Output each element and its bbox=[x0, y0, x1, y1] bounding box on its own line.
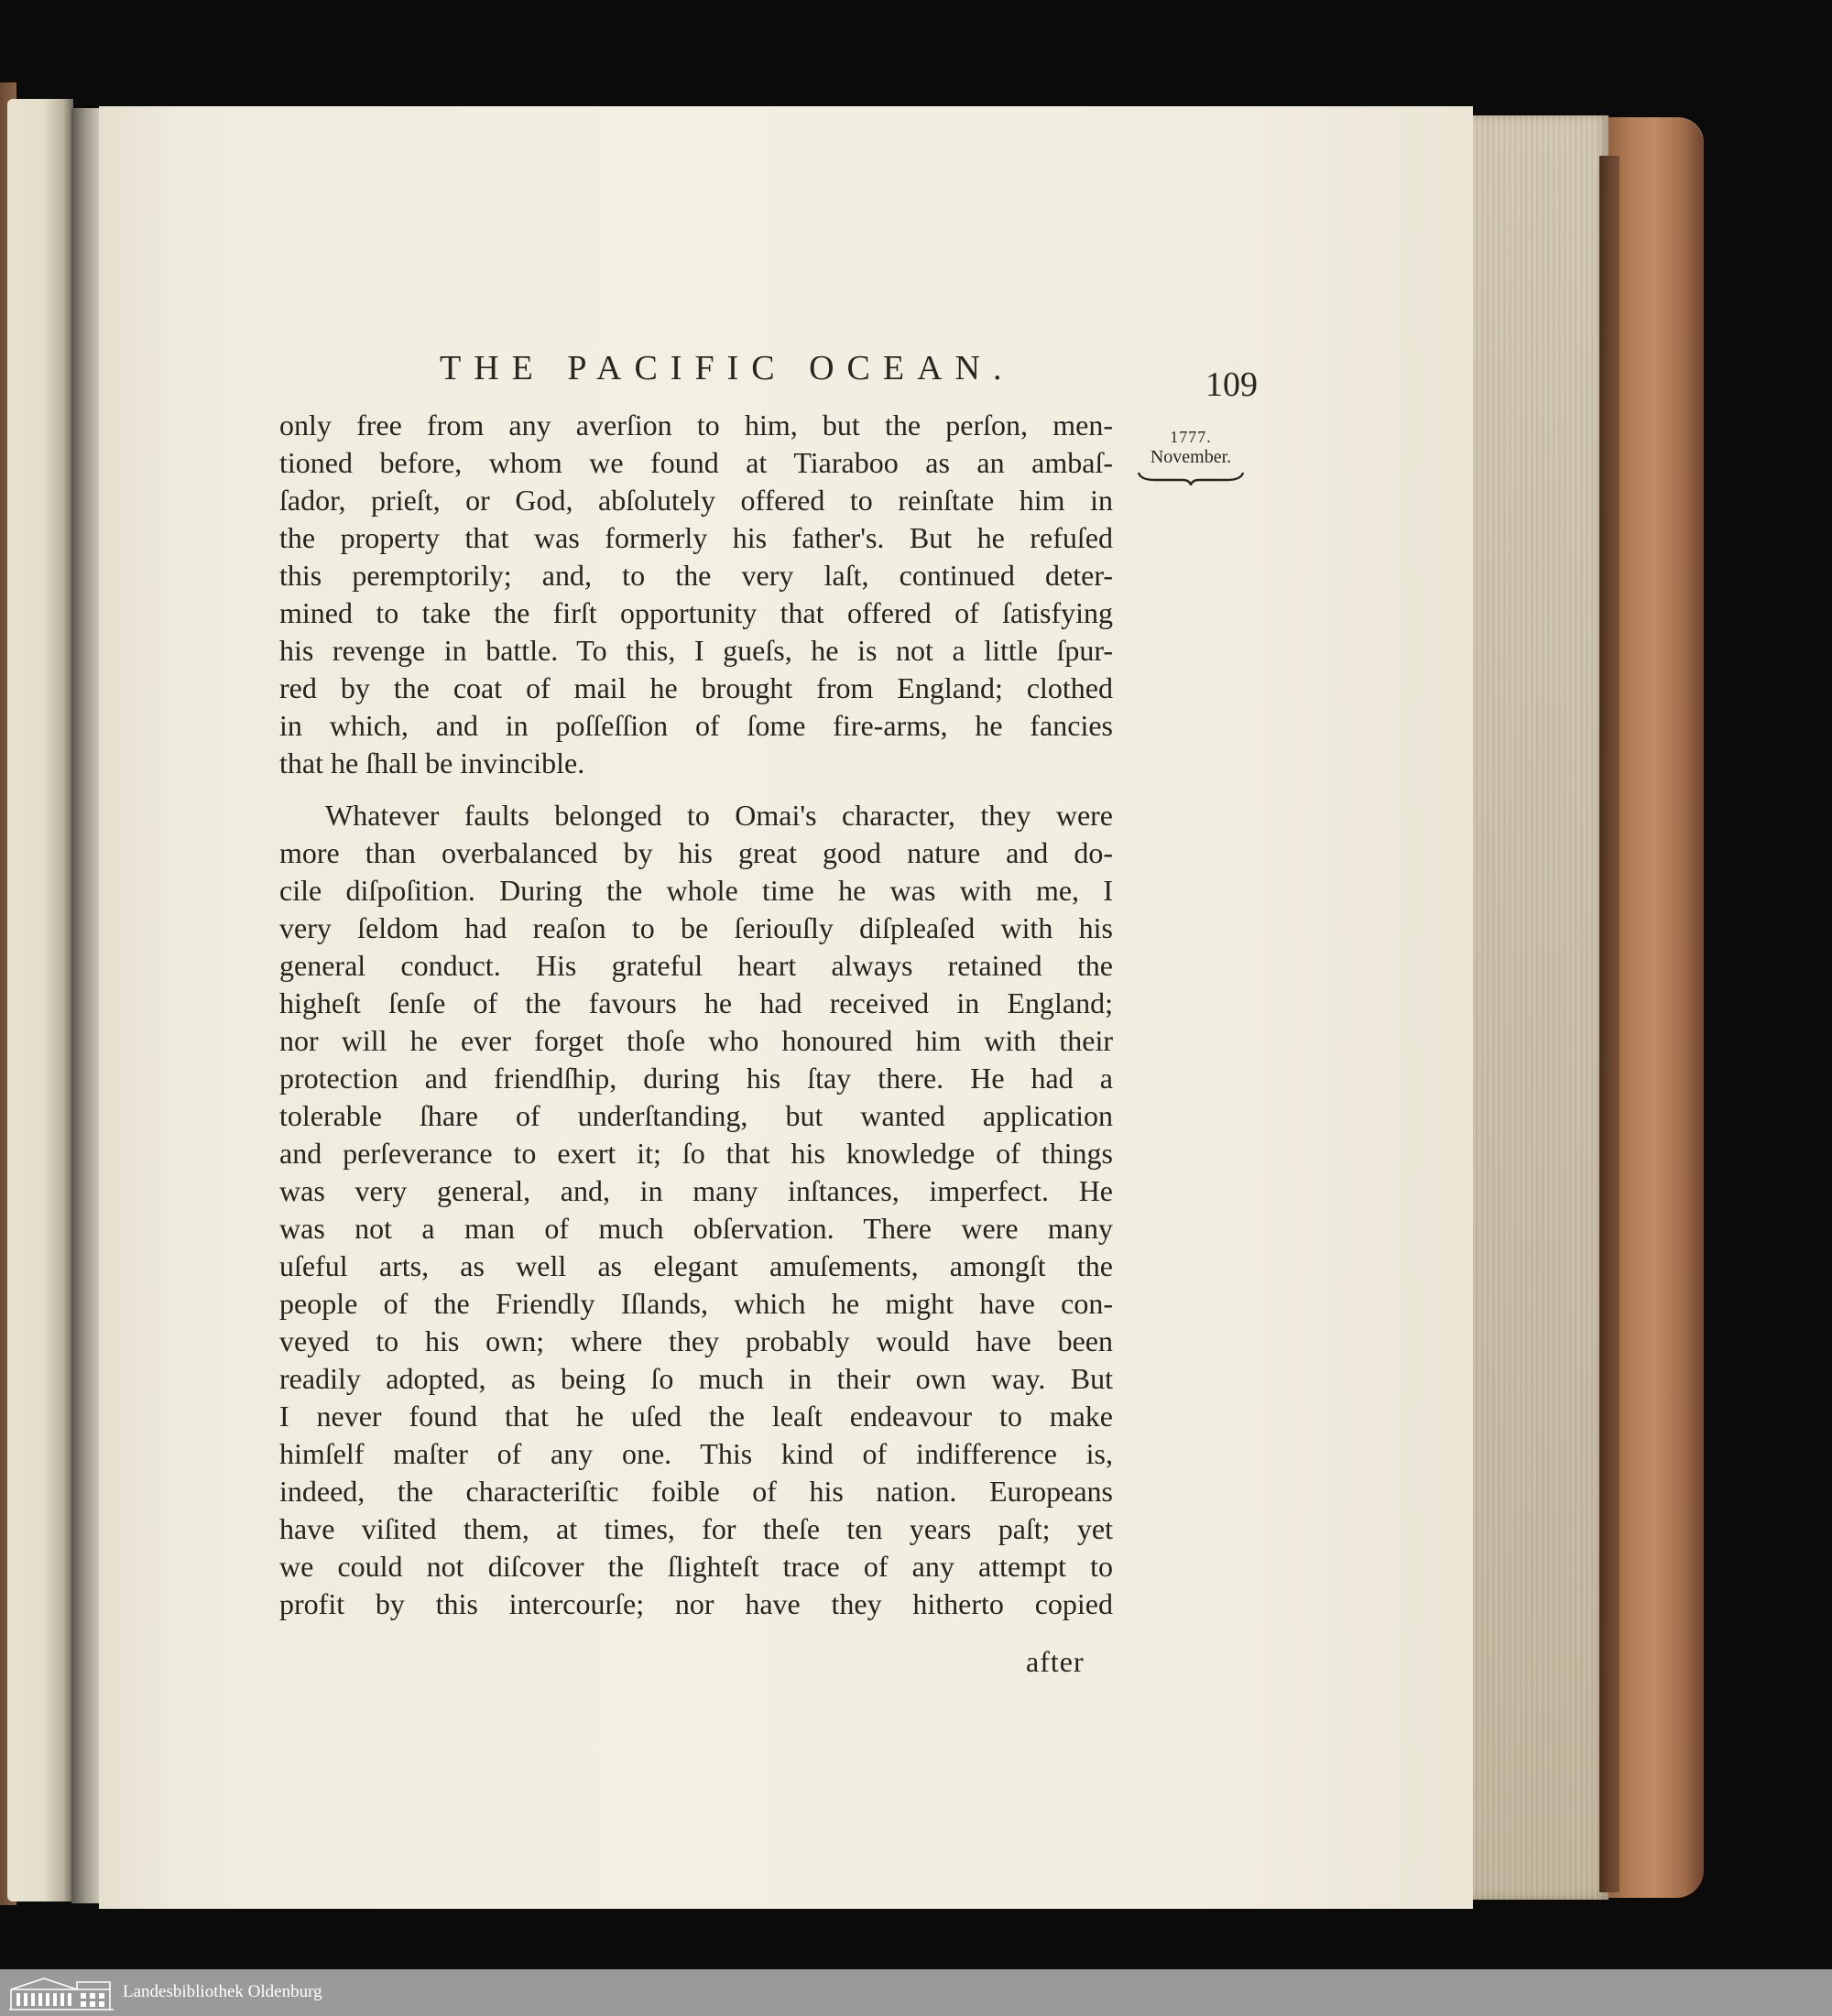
text-line: higheſt ſenſe of the favours he had received in England; bbox=[279, 986, 1113, 1019]
text-line: Whatever faults belonged to Omai's character, they were bbox=[325, 799, 1113, 832]
text-line: the property that was formerly his father's. But he refuſed bbox=[279, 521, 1113, 554]
text-line: himſelf maſter of any one. This kind of indifference is, bbox=[279, 1437, 1113, 1470]
margin-note-month: November. bbox=[1150, 447, 1232, 467]
library-name[interactable]: Landesbibliothek Oldenburg bbox=[123, 1982, 322, 2001]
text-line: tioned before, whom we found at Tiaraboo as an ambaſ- bbox=[279, 446, 1113, 479]
book-gutter bbox=[71, 108, 103, 1903]
text-line: was not a man of much obſervation. There were many bbox=[279, 1212, 1113, 1245]
footer-bar bbox=[0, 1969, 1832, 2016]
binding-lip bbox=[1599, 156, 1619, 1892]
text-line: protection and friendſhip, during his ſtay there. He had a bbox=[279, 1062, 1113, 1095]
leather-binding bbox=[1605, 117, 1704, 1898]
text-line: nor will he ever forget thoſe who honoured him with their bbox=[279, 1024, 1113, 1057]
text-line: readily adopted, as being ſo much in their own way. But bbox=[279, 1362, 1113, 1395]
text-line: people of the Friendly Iſlands, which he might have con- bbox=[279, 1287, 1113, 1320]
text-line: and perſeverance to exert it; ſo that his knowledge of things bbox=[279, 1137, 1113, 1170]
text-line: in which, and in poſſeſſion of ſome fire-arms, he fancies bbox=[279, 709, 1113, 742]
text-line: this peremptorily; and, to the very laſt, continued deter- bbox=[279, 559, 1113, 592]
body-text bbox=[279, 407, 1113, 1623]
text-line: cile diſpoſition. During the whole time he was with me, I bbox=[279, 874, 1113, 907]
library-building-icon bbox=[7, 1975, 115, 2011]
text-line: tolerable ſhare of underſtanding, but wanted application bbox=[279, 1099, 1113, 1132]
text-line: his revenge in battle. To this, I gueſs, he is not a little ſpur- bbox=[279, 634, 1113, 667]
text-line: we could not diſcover the ſlighteſt trace of any attempt to bbox=[279, 1550, 1113, 1583]
paragraph-2 bbox=[279, 797, 1113, 1623]
text-line: veyed to his own; where they probably would have been bbox=[279, 1324, 1113, 1357]
text-line: more than overbalanced by his great good nature and do- bbox=[279, 836, 1113, 869]
text-line: that he ſhall be invincible. bbox=[279, 746, 585, 779]
text-line: uſeful arts, as well as elegant amuſements, amongſt the bbox=[279, 1249, 1113, 1282]
text-line: very ſeldom had reaſon to be ſeriouſly diſpleaſed with his bbox=[279, 911, 1113, 944]
text-line: profit by this intercourſe; nor have they hitherto copied bbox=[279, 1587, 1113, 1620]
paragraph-1 bbox=[279, 407, 1113, 782]
margin-note-year: 1777. bbox=[1170, 428, 1212, 446]
text-line: red by the coat of mail he brought from England; clothed bbox=[279, 671, 1113, 704]
brace-icon bbox=[1137, 471, 1245, 485]
page-fore-edge-shade bbox=[1462, 115, 1608, 1900]
text-line: mined to take the firſt opportunity that offered of ſatisfying bbox=[279, 596, 1113, 629]
text-line: only free from any averſion to him, but the perſon, men- bbox=[279, 409, 1113, 441]
catchword: after bbox=[1026, 1645, 1085, 1678]
text-line: was very general, and, in many inſtances, imperfect. He bbox=[279, 1174, 1113, 1207]
text-line: have viſited them, at times, for theſe ten years paſt; yet bbox=[279, 1512, 1113, 1545]
margin-note bbox=[1136, 427, 1246, 485]
text-line: I never found that he uſed the leaſt endeavour to make bbox=[279, 1400, 1113, 1433]
page-number: 109 bbox=[1205, 365, 1258, 404]
running-head: THE PACIFIC OCEAN. bbox=[440, 349, 1015, 387]
text-line: general conduct. His grateful heart always retained the bbox=[279, 949, 1113, 982]
text-line: indeed, the characteriſtic foible of his nation. Europeans bbox=[279, 1475, 1113, 1508]
text-line: ſador, prieſt, or God, abſolutely offered to reinſtate him in bbox=[279, 484, 1113, 517]
left-page bbox=[7, 99, 73, 1902]
